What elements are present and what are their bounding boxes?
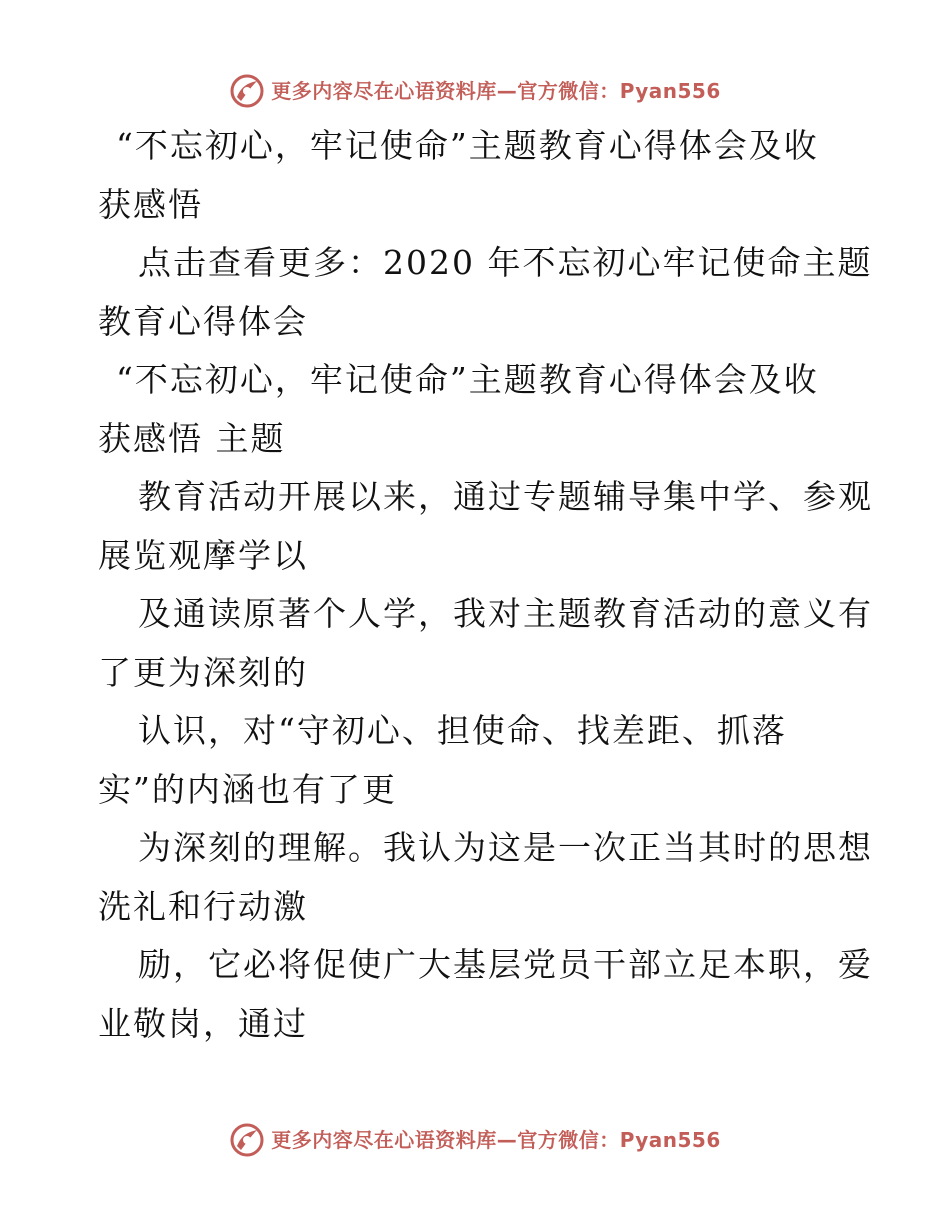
doc-line-1: “不忘初心，牢记使命”主题教育心得体会及收 (116, 126, 819, 165)
doc-line-9: 及通读原著个人学，我对主题教育活动的意义有 (138, 594, 873, 633)
doc-line-10: 了更为深刻的 (98, 652, 308, 692)
seal-logo-icon (229, 1122, 265, 1158)
doc-line-8: 展览观摩学以 (98, 535, 308, 575)
header-watermark (0, 69, 950, 113)
doc-line-13: 为深刻的理解。我认为这是一次正当其时的思想 (138, 828, 873, 867)
footer-watermark (0, 1118, 950, 1162)
doc-line-5: “不忘初心，牢记使命”主题教育心得体会及收 (116, 360, 819, 399)
document-body (98, 117, 873, 1053)
watermark-text: 更多内容尽在心语资料库—官方微信：Pyan556 (271, 1128, 721, 1152)
doc-line-14: 洗礼和行动激 (98, 886, 308, 926)
seal-logo-icon (229, 73, 265, 109)
doc-line-4: 教育心得体会 (98, 301, 308, 341)
watermark-text: 更多内容尽在心语资料库—官方微信：Pyan556 (271, 79, 721, 103)
doc-line-12: 实”的内涵也有了更 (98, 769, 397, 809)
doc-line-2: 获感悟 (98, 184, 203, 224)
doc-line-16: 业敬岗，通过 (98, 1003, 308, 1043)
doc-line-7: 教育活动开展以来，通过专题辅导集中学、参观 (138, 477, 873, 516)
doc-line-15: 励，它必将促使广大基层党员干部立足本职，爱 (138, 945, 873, 984)
doc-line-6: 获感悟 主题 (98, 418, 286, 458)
doc-line-3: 点击查看更多：2020 年不忘初心牢记使命主题 (138, 243, 873, 282)
doc-line-11: 认识，对“守初心、担使命、找差距、抓落 (138, 711, 787, 750)
